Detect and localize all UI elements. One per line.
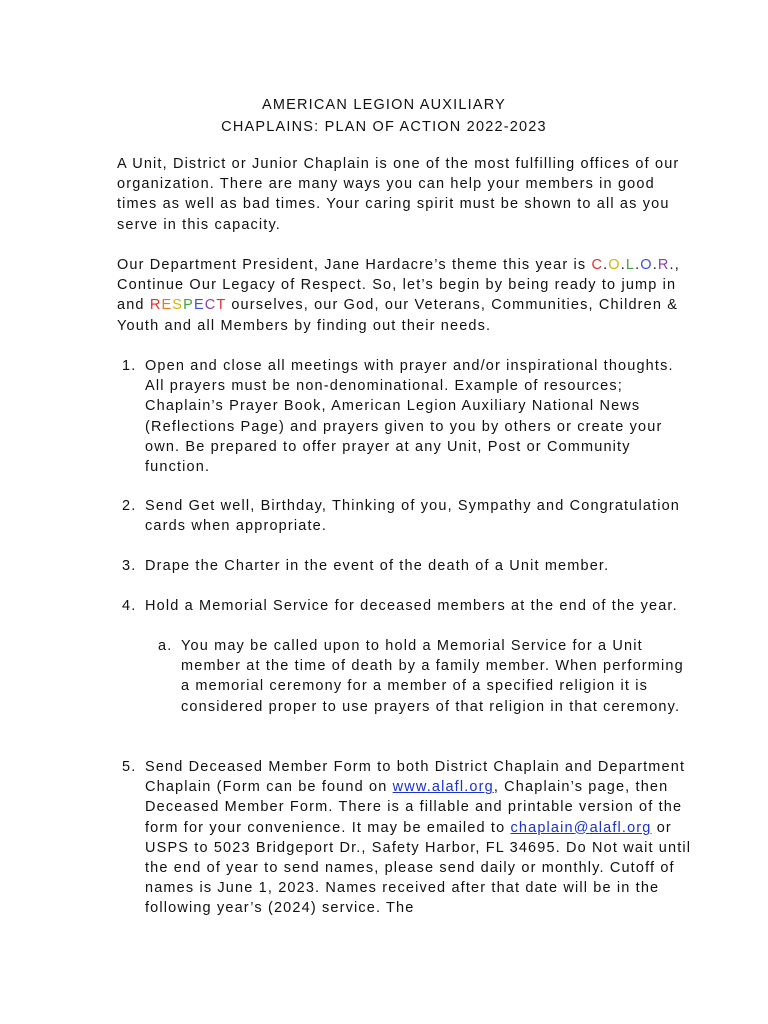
list-item: [122, 356, 697, 477]
item-number: 4.: [122, 598, 137, 614]
color-letter: .: [669, 257, 675, 273]
item-text: Drape the Charter in the event of the death of a Unit member.: [145, 558, 610, 574]
sub-item-letter: a.: [158, 638, 173, 654]
sub-item-text: You may be called upon to hold a Memorial Service for a Unit member at the time of death by a family member. When performing a memorial ceremony for a member of a specified religion it is considered proper to use prayers of that religion in that ceremony.: [181, 638, 684, 715]
list-item: [122, 496, 697, 536]
item-text-part: Send Deceased Member Form to both District Chaplain and Department Chaplain (Form can be found on: [145, 759, 686, 796]
item-number: 3.: [122, 558, 137, 574]
intro-paragraph: A Unit, District or Junior Chaplain is one of the most fulfilling offices of our organization. There are many ways you can help your members in good times as well as bad times. Your caring spirit must be shown to all as you serve in this capacity.: [117, 156, 680, 233]
sub-list-item: [158, 636, 698, 717]
theme-text-3: ourselves, our God, our Veterans, Communities, Children & Youth and all Members by finding out their needs.: [117, 297, 679, 334]
respect-letter: S: [172, 297, 184, 314]
color-letter: C: [591, 257, 604, 273]
org-title: AMERICAN LEGION AUXILIARY: [261, 97, 507, 113]
color-letter: R: [657, 257, 670, 273]
respect-letter: R: [149, 297, 162, 314]
list-item: [122, 757, 697, 919]
color-letter: O: [640, 257, 653, 273]
color-acronym: [591, 257, 674, 273]
color-letter: .: [620, 257, 626, 273]
color-letter: .: [603, 257, 609, 273]
color-letter: L: [625, 257, 636, 273]
item-text-part: , Chaplain’s page, then Deceased Member Form. There is a fillable and printable version of the form for your convenience. It may be emailed to: [145, 779, 683, 836]
item-text: [145, 757, 697, 919]
item-number: 5.: [122, 759, 137, 775]
respect-letter: T: [216, 297, 227, 314]
item-number: 1.: [122, 358, 137, 374]
theme-text-2: , Continue Our Legacy of Respect. So, let’s begin by being ready to jump in and: [117, 257, 680, 314]
color-letter: O: [608, 257, 621, 273]
item-text: Hold a Memorial Service for deceased members at the end of the year.: [145, 598, 678, 614]
respect-letter: C: [204, 297, 217, 314]
list-item: [122, 556, 697, 576]
respect-letter: E: [161, 297, 173, 314]
item-text-part: or USPS to 5023 Bridgeport Dr., Safety Harbor, FL 34695. Do Not wait until the end of year to send names, please send daily or monthly. Cutoff of names is June 1, 2023. Names received after that date will be in the following year’s (2024) service. The: [145, 819, 692, 917]
website-link[interactable]: www.alafl.org: [392, 779, 494, 796]
item-text: Open and close all meetings with prayer and/or inspirational thoughts. All prayers must be non-denominational. Example of resources; Chaplain’s Prayer Book, American Legion Auxiliary National News (Reflections Page) and prayers given to you by others or create your own. Be prepared to offer prayer at any Unit, Post or Community function.: [145, 358, 674, 476]
color-letter: .: [652, 257, 658, 273]
list-item: [122, 596, 697, 616]
respect-letter: P: [183, 297, 194, 314]
item-text: Send Get well, Birthday, Thinking of you, Sympathy and Congratulation cards when appropriate.: [145, 498, 681, 535]
respect-word: [150, 297, 226, 313]
theme-paragraph: [117, 255, 697, 336]
respect-letter: E: [193, 297, 205, 314]
plan-title: CHAPLAINS: PLAN OF ACTION 2022-2023: [221, 119, 547, 135]
document-header: [0, 94, 768, 138]
color-letter: .: [635, 257, 641, 273]
theme-text-1: Our Department President, Jane Hardacre’s theme this year is: [117, 257, 592, 273]
item-number: 2.: [122, 498, 137, 514]
email-link[interactable]: chaplain@alafl.org: [510, 819, 652, 836]
